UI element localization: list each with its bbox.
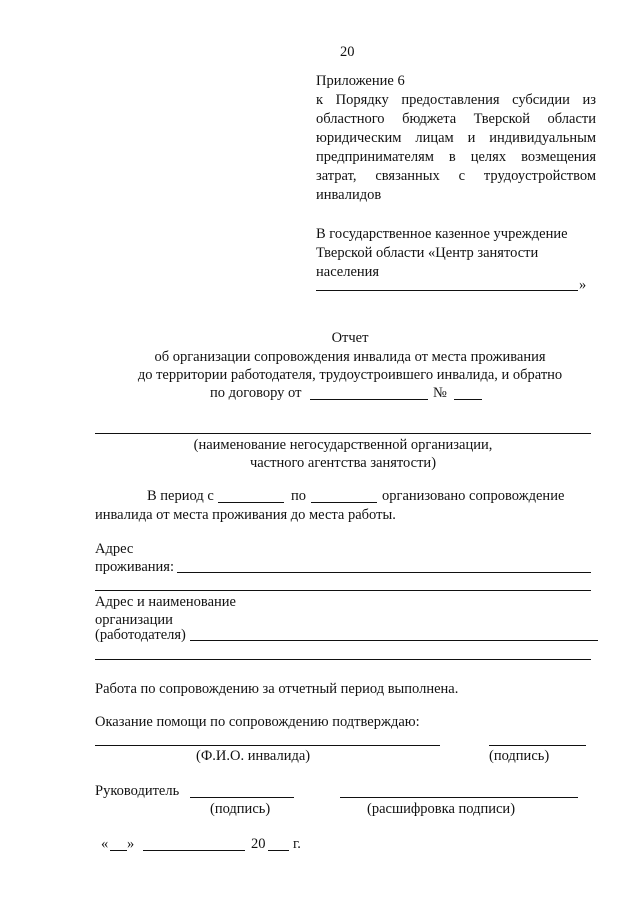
invalid-signature-blank[interactable] [489,745,586,746]
contract-number-blank[interactable] [454,399,482,400]
appendix-line: к Порядку предоставления субсидии из [316,92,596,108]
appendix-line: областного бюджета Тверской области [316,111,596,127]
contract-number-sign: № [433,385,447,401]
employer-label: (работодателя) [95,627,186,643]
invalid-fio-blank[interactable] [95,745,440,746]
appendix-line: затрат, связанных с трудоустройством [316,168,596,184]
date-close-quote: » [127,836,135,852]
invalid-fio-caption: (Ф.И.О. инвалида) [196,748,311,764]
head-decode-caption: (расшифровка подписи) [367,801,516,817]
appendix-line: предпринимателям в целях возмещения [316,149,596,165]
period-start-blank[interactable] [218,502,284,503]
date-day-blank[interactable] [110,850,127,851]
appendix-line: инвалидов [316,187,382,203]
employer-label: Адрес и наименование [95,594,236,610]
appendix-title: Приложение 6 [316,73,405,89]
confirmation-text: Оказание помощи по сопровождению подтверждаю: [95,714,420,730]
period-line2: инвалида от места проживания до места работы. [95,507,396,523]
date-year-prefix: 20 [251,836,266,852]
employer-address-blank[interactable] [190,640,598,641]
residence-label: Адрес [95,541,134,557]
page-number: 20 [340,44,355,60]
head-signature-caption: (подпись) [210,801,271,817]
organization-caption-line: (наименование негосударственной организации, [193,437,493,453]
addressee-blank[interactable] [316,290,578,291]
report-title: Отчет [331,330,369,346]
addressee-close-quote: » [579,277,587,293]
employer-label: организации [95,612,173,628]
addressee-line: населения [316,264,380,280]
period-end-blank[interactable] [311,502,377,503]
period-prefix: В период с [147,488,214,504]
date-month-blank[interactable] [143,850,245,851]
date-year-blank[interactable] [268,850,289,851]
organization-name-blank[interactable] [95,433,591,434]
date-year-suffix: г. [293,836,301,852]
addressee-line: В государственное казенное учреждение [316,226,568,242]
contract-label: по договору от [210,385,302,401]
report-subtitle-line: до территории работодателя, трудоустроившего инвалида, и обратно [137,367,563,383]
addressee-line: Тверской области «Центр занятости [316,245,539,261]
period-mid: по [291,488,307,504]
employer-address-blank-2[interactable] [95,659,591,660]
invalid-signature-caption: (подпись) [489,748,550,764]
organization-caption-line: частного агентства занятости) [249,455,437,471]
head-signature-blank[interactable] [190,797,294,798]
work-done-statement: Работа по сопровождению за отчетный период выполнена. [95,681,459,697]
date-open-quote: « [101,836,109,852]
residence-label: проживания: [95,559,174,575]
residence-address-blank-2[interactable] [95,590,591,591]
contract-date-blank[interactable] [310,399,428,400]
residence-address-blank[interactable] [177,572,591,573]
head-label: Руководитель [95,783,180,799]
report-subtitle-line: об организации сопровождения инвалида от места проживания [154,349,546,365]
appendix-line: юридическим лицам и индивидуальным [316,130,596,146]
period-suffix: организовано сопровождение [382,488,565,504]
head-signature-decode-blank[interactable] [340,797,578,798]
